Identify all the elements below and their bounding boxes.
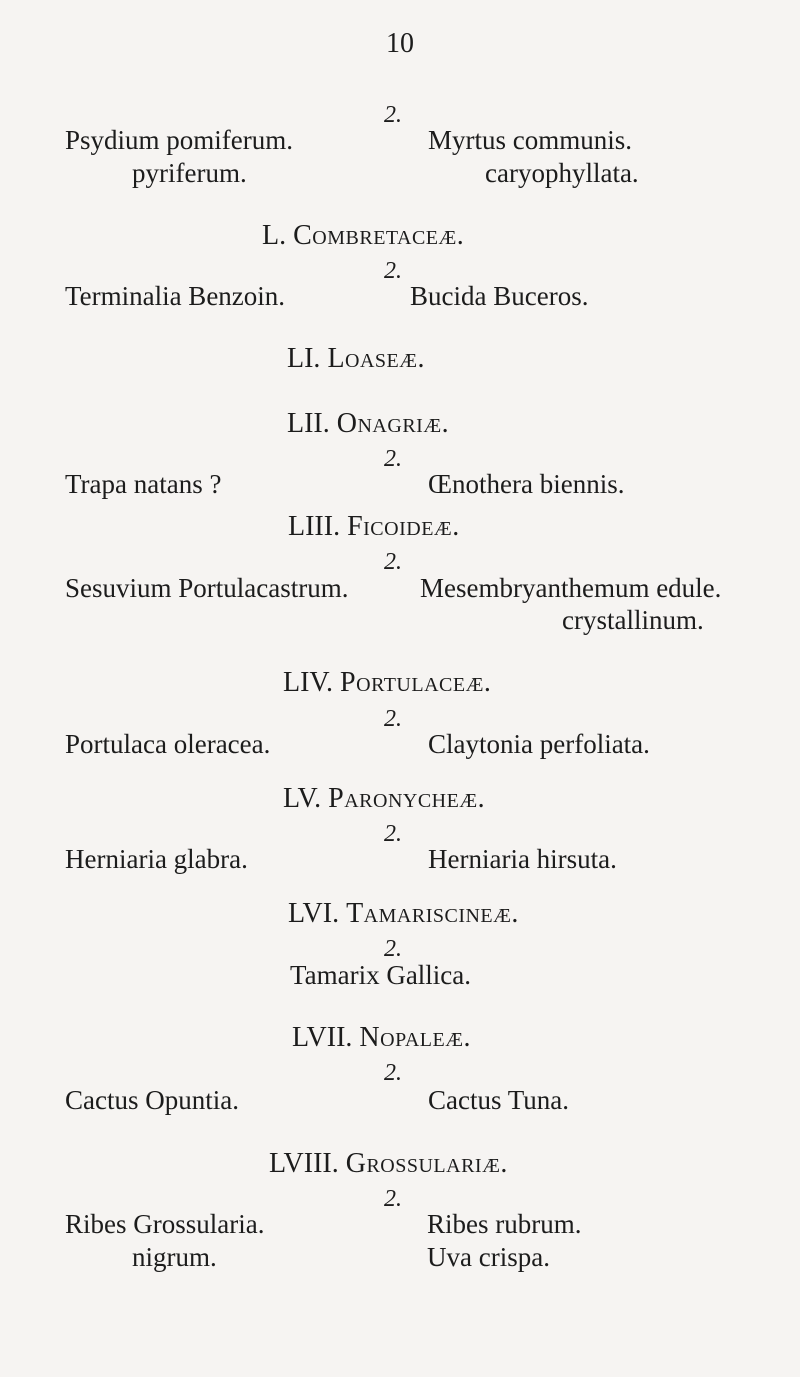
species-left-variety: nigrum.: [132, 1242, 217, 1272]
species-right: Mesembryanthemum edule.: [420, 573, 722, 603]
family-heading: [262, 222, 464, 250]
family-heading: [288, 513, 460, 541]
family-name: Portulaceæ.: [340, 667, 492, 698]
family-numeral: LI.: [287, 343, 321, 374]
species-right: Œnothera biennis.: [428, 469, 625, 499]
family-numeral: LVI.: [288, 898, 340, 929]
species-left: Ribes Grossularia.: [65, 1209, 265, 1239]
family-heading: [292, 1024, 471, 1052]
species-right: Cactus Tuna.: [428, 1085, 570, 1115]
section-mark: 2.: [384, 1186, 402, 1212]
species-left: Terminalia Benzoin.: [65, 281, 286, 311]
species-right: Myrtus communis.: [428, 125, 633, 155]
species-right: Herniaria hirsuta.: [428, 844, 617, 874]
species-left: Sesuvium Portulacastrum.: [65, 573, 349, 603]
family-name: Tamariscineæ.: [346, 898, 519, 929]
species-right-variety: Uva crispa.: [427, 1242, 550, 1272]
family-name: Onagriæ.: [336, 408, 450, 439]
family-heading: [283, 669, 491, 697]
section-mark: 2.: [384, 936, 402, 962]
species-right-variety: crystallinum.: [562, 605, 704, 635]
species-left: Portulaca oleracea.: [65, 729, 271, 759]
species-right: Claytonia perfoliata.: [428, 729, 650, 759]
family-name: Combretaceæ.: [293, 220, 465, 251]
species-right-variety: caryophyllata.: [485, 158, 639, 188]
family-numeral: LV.: [283, 783, 322, 814]
species-left: Cactus Opuntia.: [65, 1085, 239, 1115]
species-right: Bucida Buceros.: [410, 281, 589, 311]
family-numeral: LIII.: [288, 511, 341, 542]
species-left: Herniaria glabra.: [65, 844, 248, 874]
family-heading: [288, 900, 519, 928]
species-center: Tamarix Gallica.: [290, 960, 472, 990]
section-mark: 2.: [384, 821, 402, 847]
section-mark: 2.: [384, 706, 402, 732]
family-name: Grossulariæ.: [345, 1148, 508, 1179]
species-right: Ribes rubrum.: [427, 1209, 582, 1239]
family-name: Nopaleæ.: [359, 1022, 472, 1053]
section-mark: 2.: [384, 446, 402, 472]
page-number: 10: [386, 28, 414, 59]
family-heading: [269, 1150, 508, 1178]
section-mark: 2.: [384, 1060, 402, 1086]
family-heading: [287, 410, 449, 438]
species-left: Psydium pomiferum.: [65, 125, 293, 155]
family-numeral: LVII.: [292, 1022, 353, 1053]
family-name: Paronycheæ.: [328, 783, 486, 814]
family-numeral: LII.: [287, 408, 330, 439]
family-numeral: LVIII.: [269, 1148, 339, 1179]
section-mark: 2.: [384, 102, 402, 128]
family-heading: [283, 785, 485, 813]
family-name: Loaseæ.: [327, 343, 426, 374]
family-numeral: LIV.: [283, 667, 334, 698]
species-left: Trapa natans ?: [65, 469, 222, 499]
family-heading: [287, 345, 425, 373]
species-left-variety: pyriferum.: [132, 158, 247, 188]
section-mark: 2.: [384, 258, 402, 284]
section-mark: 2.: [384, 549, 402, 575]
family-numeral: L.: [262, 220, 287, 251]
family-name: Ficoideæ.: [347, 511, 460, 542]
